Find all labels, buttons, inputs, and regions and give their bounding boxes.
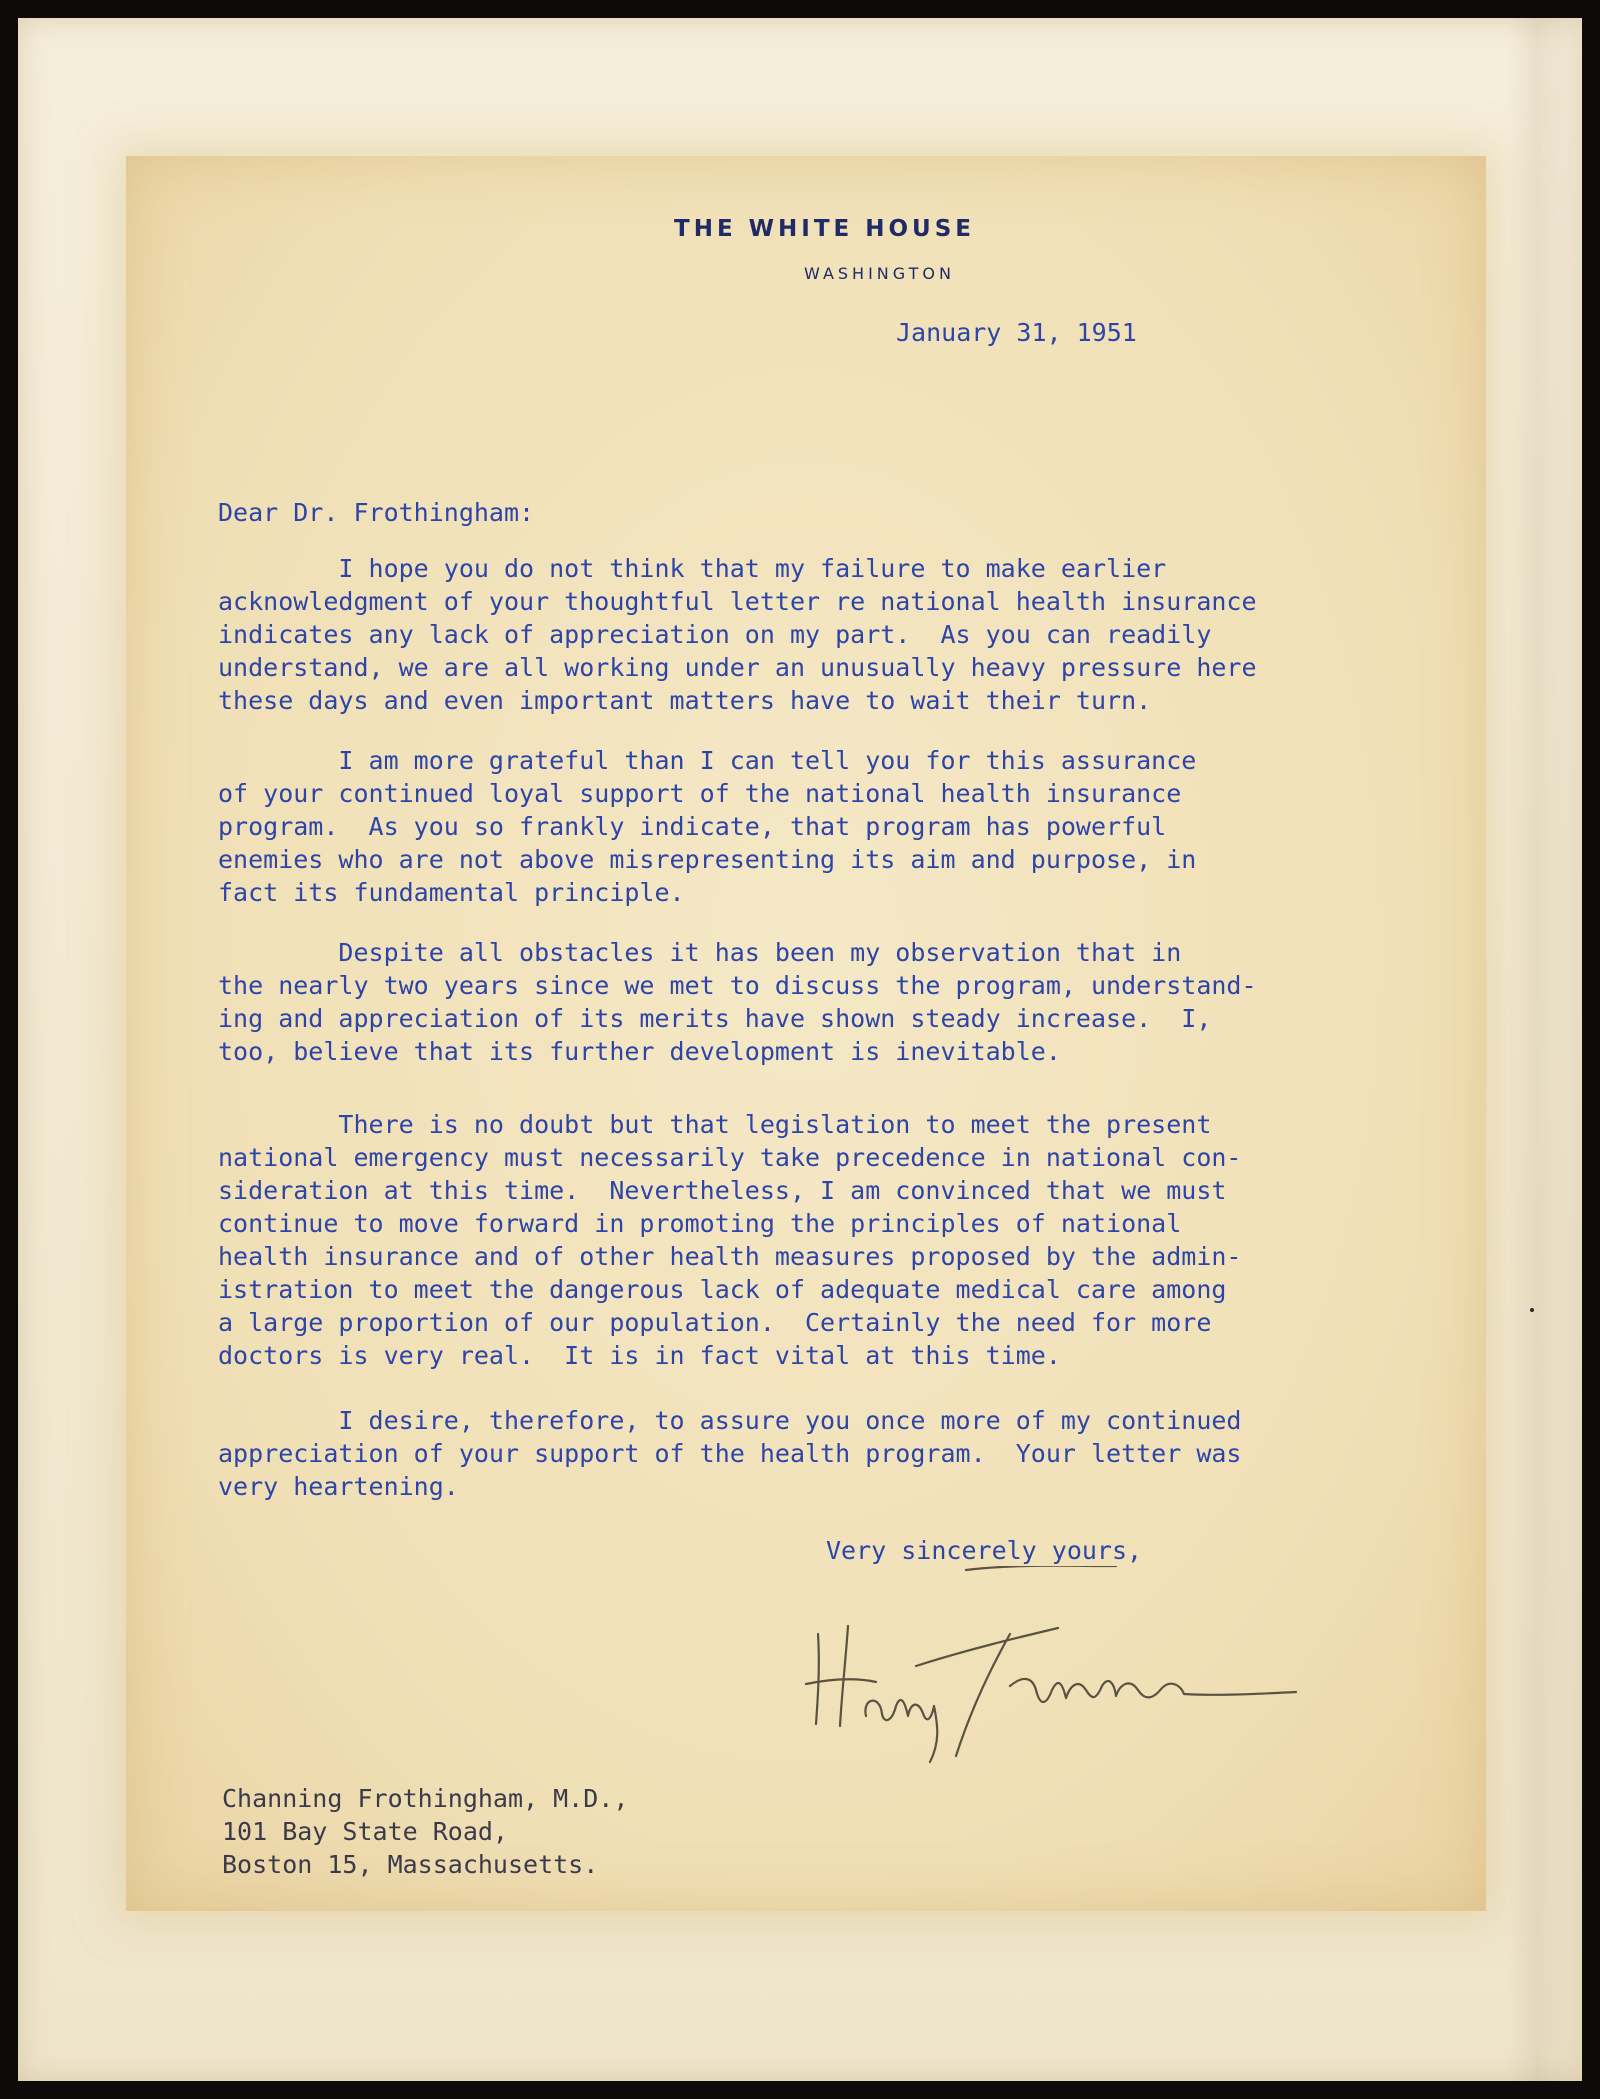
- recipient-name: Channing Frothingham, M.D.,: [222, 1784, 629, 1813]
- recipient-street: 101 Bay State Road,: [222, 1817, 508, 1846]
- salutation: Dear Dr. Frothingham:: [218, 498, 535, 527]
- paper-speck: [1530, 1308, 1534, 1312]
- letterhead-location: WASHINGTON: [804, 264, 955, 283]
- body-paragraph-2: I am more grateful than I can tell you for this assurance of your continued loyal support of the national health insurance program. As you so frankly indicate, that program has powerful enemies who are not above misrepresenting its aim and purpose, in fact its fundamental principle.: [218, 746, 1197, 907]
- mount-edge: [1508, 18, 1582, 2081]
- archival-mount: [18, 18, 1582, 2081]
- body-paragraph-3: Despite all obstacles it has been my observation that in the nearly two years since we met to discuss the program, understand- ing and appreciation of its merits have shown steady increase. I, too, believe that its further development is inevitable.: [218, 938, 1257, 1066]
- letter-date: January 31, 1951: [896, 318, 1137, 347]
- letter-sheet: [126, 156, 1486, 1911]
- handwritten-signature: [796, 1566, 1316, 1766]
- body-paragraph-4: There is no doubt but that legislation to meet the present national emergency must necessarily take precedence in national con- sideration at this time. Nevertheless, I am convinced that we must continue to move forward in promoting the principles of national health insurance and of other health measures proposed by the admin- istration to meet the dangerous lack of adequate medical care among a large proportion of our population. Certainly the need for more doctors is very real. It is in fact vital at this time.: [218, 1110, 1242, 1370]
- body-paragraph-5: I desire, therefore, to assure you once more of my continued appreciation of your support of the health program. Your letter was very heartening.: [218, 1406, 1242, 1501]
- closing: Very sincerely yours,: [826, 1536, 1143, 1565]
- letterhead-title: THE WHITE HOUSE: [674, 216, 975, 242]
- recipient-city: Boston 15, Massachusetts.: [222, 1850, 599, 1879]
- body-paragraph-1: I hope you do not think that my failure to make earlier acknowledgment of your thoughtful letter re national health insurance indicates any lack of appreciation on my part. As you can readily understand, we are all working under an unusually heavy pressure here these days and even important matters have to wait their turn.: [218, 554, 1257, 715]
